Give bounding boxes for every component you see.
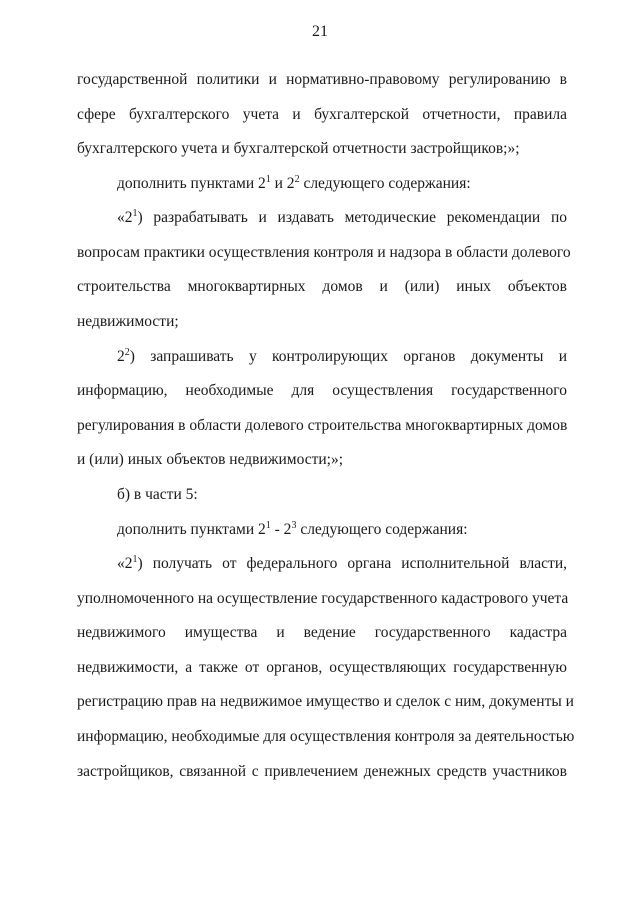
superscript: 1 [265, 174, 271, 185]
text-run: вопросам практики осуществления контроля и надзора в области долевого [77, 244, 571, 261]
text-run: строительства многоквартирных домов и (или) иных объектов [77, 278, 567, 295]
text-run: следующего содержания: [299, 175, 471, 192]
text-line-1 [77, 70, 567, 90]
text-run: следующего содержания: [296, 521, 468, 538]
superscript: 2 [294, 174, 300, 185]
text-run: информацию, необходимые для осуществления контроля за деятельностью [77, 728, 575, 745]
text-line-11 [77, 416, 567, 436]
text-line-3 [77, 139, 567, 159]
text-run: «2 [117, 555, 133, 572]
text-run: и 2 [270, 175, 295, 192]
text-run: ) получать от федерального органа исполнительной власти, [137, 555, 567, 572]
superscript: 1 [132, 554, 138, 565]
text-line-19 [77, 692, 574, 712]
text-line-14 [117, 520, 567, 540]
text-line-7 [77, 277, 567, 297]
text-run: застройщиков, связанной с привлечением денежных средств участников [77, 763, 567, 780]
text-run: информацию, необходимые для осуществления государственного [77, 382, 567, 399]
text-run: 2 [117, 348, 125, 365]
text-line-9 [117, 347, 567, 367]
superscript: 1 [265, 520, 271, 531]
text-line-10 [77, 381, 567, 401]
text-run: регистрацию прав на недвижимое имущество и сделок с ним, документы и [77, 693, 574, 710]
text-line-15 [117, 554, 567, 574]
text-line-16 [77, 589, 567, 609]
text-run: недвижимости; [77, 313, 179, 330]
superscript: 3 [291, 520, 297, 531]
text-run: дополнить пунктами 2 [117, 175, 266, 192]
text-line-12 [77, 450, 567, 470]
text-line-8 [77, 312, 567, 332]
text-run: и (или) иных объектов недвижимости;»; [77, 451, 344, 468]
text-run: уполномоченного на осуществление государственного кадастрового учета [77, 590, 569, 607]
superscript: 2 [124, 347, 130, 358]
text-line-6 [77, 243, 571, 263]
text-line-2 [77, 105, 567, 125]
text-line-17 [77, 623, 567, 643]
text-run: регулирования в области долевого строительства многоквартирных домов [77, 417, 568, 434]
text-run: сфере бухгалтерского учета и бухгалтерской отчетности, правила [77, 106, 567, 123]
superscript: 1 [132, 208, 138, 219]
page-number: 21 [312, 23, 328, 40]
text-line-21 [77, 762, 567, 782]
text-run: недвижимого имущества и ведение государственного кадастра [77, 624, 567, 641]
text-run: ) разрабатывать и издавать методические рекомендации по [137, 209, 567, 226]
text-run: государственной политики и нормативно-правовому регулированию в [77, 71, 567, 88]
text-run: дополнить пунктами 2 [117, 521, 266, 538]
text-line-18 [77, 658, 567, 678]
text-run: б) в части 5: [117, 486, 198, 503]
text-run: ) запрашивать у контролирующих органов документы и [129, 348, 567, 365]
text-run: «2 [117, 209, 133, 226]
text-line-4 [117, 174, 567, 194]
text-line-13 [117, 485, 567, 505]
text-run: - 2 [270, 521, 292, 538]
text-run: недвижимости, а также от органов, осуществляющих государственную [77, 659, 567, 676]
text-line-5 [117, 208, 567, 228]
text-run: бухгалтерского учета и бухгалтерской отчетности застройщиков;»; [77, 140, 520, 157]
text-line-20 [77, 727, 575, 747]
